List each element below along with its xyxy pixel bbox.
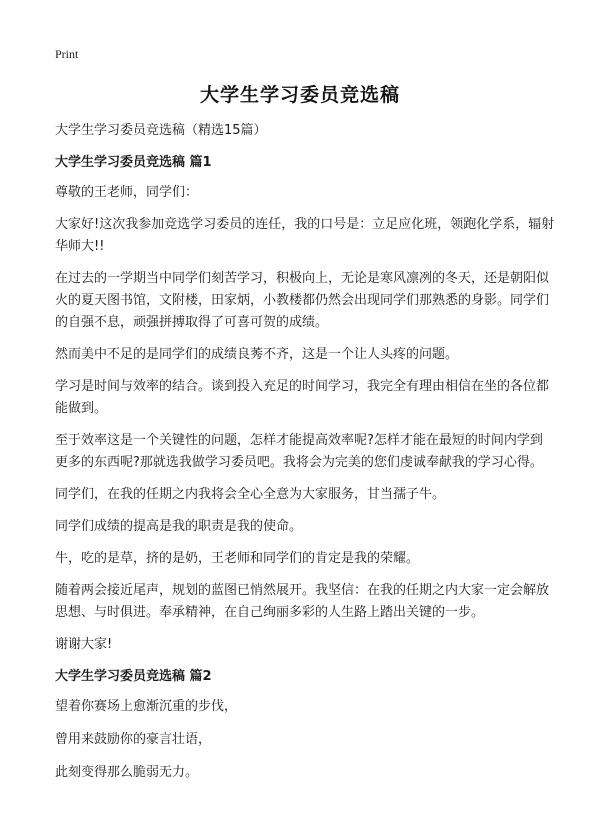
paragraph: 然而美中不足的是同学们的成绩良莠不齐，这是一个让人头疼的问题。 — [55, 347, 459, 362]
paragraph: 在过去的一学期当中同学们刻苦学习，积极向上，无论是寒风凛冽的冬天，还是朝阳似火的夏天图书馆，文附楼，田家炳，小教楼都仍然会出现同学们那熟悉的身影。同学们的自强不息，顽强拼搏取得了可喜可贺的成绩。 — [55, 271, 550, 330]
paragraph: 至于效率这是一个关键性的问题，怎样才能提高效率呢?怎样才能在最短的时间内学到更多的东西呢?那就选我做学习委员吧。我将会为完美的您们虔诚奉献我的学习心得。 — [55, 433, 543, 470]
paragraph: 随着两会接近尾声，规划的蓝图已悄然展开。我坚信：在我的任期之内大家一定会解放思想、与时俱进。奉承精神，在自己绚丽多彩的人生路上踏出关键的一步。 — [55, 583, 550, 620]
page-title: 大学生学习委员竞选稿 — [199, 84, 400, 106]
paragraph: 曾用来鼓励你的豪言壮语， — [55, 732, 212, 747]
paragraph: 大家好!这次我参加竞选学习委员的连任，我的口号是：立足应化班，领跑化学系，辐射华师大!! — [55, 217, 555, 254]
section-heading-2: 大学生学习委员竞选稿 篇2 — [55, 669, 212, 684]
paragraph: 同学们，在我的任期之内我将会全心全意为大家服务，甘当孺子牛。 — [55, 487, 446, 502]
document-subtitle: 大学生学习委员竞选稿（精选15篇） — [55, 123, 267, 138]
paragraph: 同学们成绩的提高是我的职责是我的使命。 — [55, 519, 303, 534]
paragraph: 望着你赛场上愈渐沉重的步伐， — [55, 699, 238, 714]
paragraph: 此刻变得那么脆弱无力。 — [55, 765, 199, 780]
print-link[interactable]: Print — [55, 47, 79, 61]
paragraph: 学习是时间与效率的结合。谈到投入充足的时间学习，我完全有理由相信在坐的各位都能做到。 — [55, 379, 550, 416]
section-heading-1: 大学生学习委员竞选稿 篇1 — [55, 155, 212, 170]
paragraph: 谢谢大家! — [55, 637, 113, 652]
paragraph: 尊敬的王老师，同学们： — [55, 185, 199, 200]
document-body — [55, 120, 555, 795]
paragraph: 牛，吃的是草，挤的是奶，王老师和同学们的肯定是我的荣耀。 — [55, 551, 420, 566]
